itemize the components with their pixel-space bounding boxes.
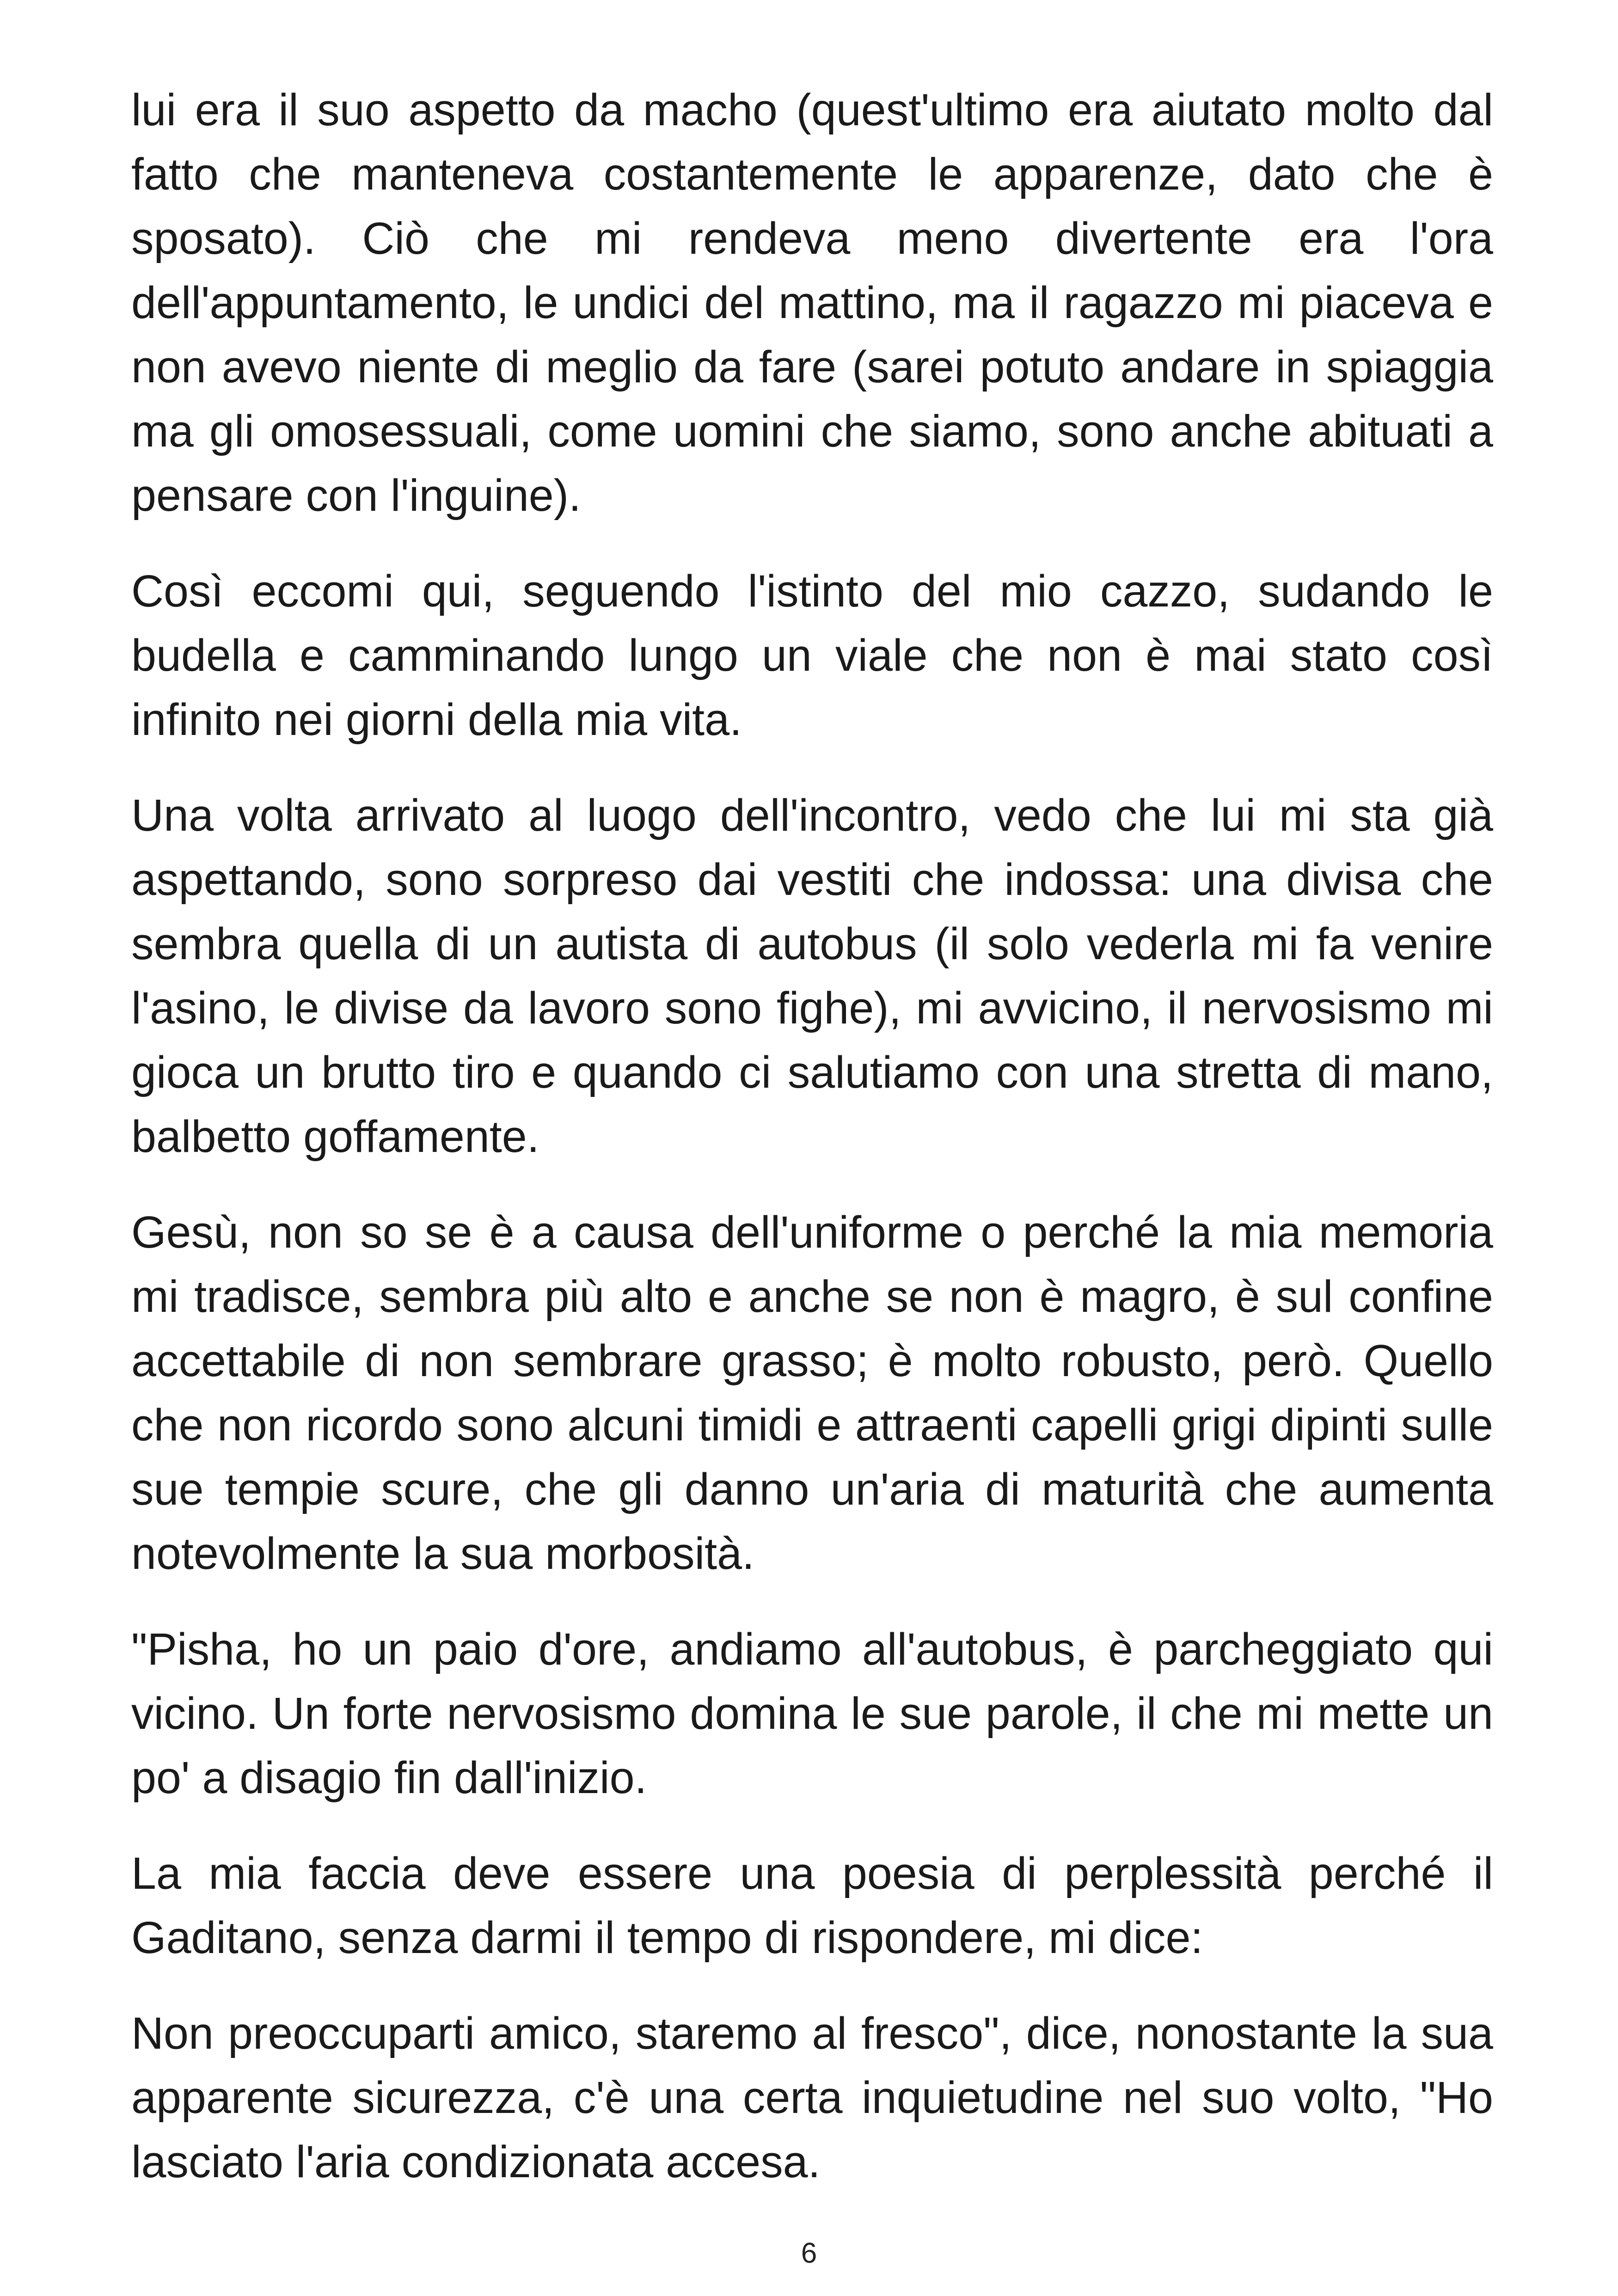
paragraph-3: Una volta arrivato al luogo dell'incontro, vedo che lui mi sta già aspettando, sono sorpreso dai vestiti che indossa: una divisa che sembra quella di un autista di autobus (il solo vederla mi fa venire l'asino, le divise da lavoro sono fighe), mi avvicino, il nervosismo mi gioca un brutto tiro e quando ci salutiamo con una stretta di mano, balbetto goffamente.: [131, 790, 1493, 1162]
page-number: 6: [801, 2237, 817, 2269]
paragraph-2: Così eccomi qui, seguendo l'istinto del mio cazzo, sudando le budella e camminando lungo un viale che non è mai stato così infinito nei giorni della mia vita.: [131, 566, 1493, 745]
paragraph-7: Non preoccuparti amico, staremo al fresco", dice, nonostante la sua apparente sicurezza, c'è una certa inquietudine nel suo volto, "Ho lasciato l'aria condizionata accesa.: [131, 2008, 1493, 2187]
document-page: [131, 78, 1493, 2225]
paragraph-5: "Pisha, ho un paio d'ore, andiamo all'autobus, è parcheggiato qui vicino. Un forte nervosismo domina le sue parole, il che mi mette un po' a disagio fin dall'inizio.: [131, 1624, 1493, 1803]
paragraph-6: La mia faccia deve essere una poesia di perplessità perché il Gaditano, senza darmi il tempo di rispondere, mi dice:: [131, 1848, 1493, 1963]
paragraph-4: Gesù, non so se è a causa dell'uniforme o perché la mia memoria mi tradisce, sembra più alto e anche se non è magro, è sul confine accettabile di non sembrare grasso; è molto robusto, però. Quello che non ricordo sono alcuni timidi e attraenti capelli grigi dipinti sulle sue tempie scure, che gli danno un'aria di maturità che aumenta notevolmente la sua morbosità.: [131, 1207, 1493, 1579]
paragraph-1: lui era il suo aspetto da macho (quest'ultimo era aiutato molto dal fatto che manteneva costantemente le apparenze, dato che è sposato). Ciò che mi rendeva meno divertente era l'ora dell'appuntamento, le undici del mattino, ma il ragazzo mi piaceva e non avevo niente di meglio da fare (sarei potuto andare in spiaggia ma gli omosessuali, come uomini che siamo, sono anche abituati a pensare con l'inguine).: [131, 85, 1493, 520]
